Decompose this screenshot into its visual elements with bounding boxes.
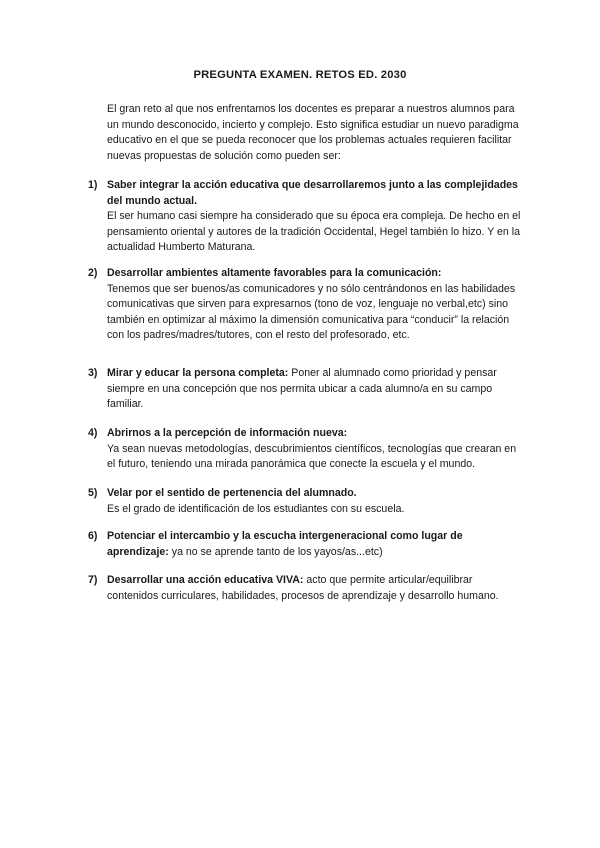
intro-paragraph: El gran reto al que nos enfrentamos los docentes es preparar a nuestros alumnos para un mundo desconocido, incierto y complejo. Esto significa estudiar un nuevo paradigma educativo en el que se pueda reconocer que los problemas actuales requieren facilitar nuevas propuestas de solución como pueden ser: [107, 103, 519, 162]
item-number: 1) [88, 179, 98, 191]
item-heading: Desarrollar una acción educativa VIVA: [107, 574, 304, 586]
item-text: acto que permite articular/equilibrar contenidos curriculares, habilidades, procesos de aprendizaje y desarrollo humano. [107, 574, 499, 602]
item-body [107, 426, 525, 473]
item-text: Es el grado de identificación de los estudiantes con su escuela. [107, 502, 405, 515]
item-heading: Velar por el sentido de pertenencia del alumnado. [107, 487, 357, 499]
item-heading: Desarrollar ambientes altamente favorables para la comunicación: [107, 267, 442, 279]
item-heading: Mirar y educar la persona completa: [107, 367, 289, 379]
item-number: 2) [88, 267, 98, 279]
item-text: Poner al alumnado como prioridad y pensar siempre en una concepción que nos permita ubicar a cada alumno/a en su campo familiar. [107, 367, 497, 411]
item-heading: Potenciar el intercambio y la escucha intergeneracional como lugar de aprendizaje: [107, 530, 463, 558]
item-body [107, 366, 525, 413]
item-body [107, 573, 525, 604]
item-body [107, 529, 525, 560]
item-body [107, 178, 525, 256]
item-heading: Abrirnos a la percepción de información nueva: [107, 427, 348, 439]
item-body [107, 266, 525, 344]
item-body [107, 486, 525, 517]
item-text: Ya sean nuevas metodologías, descubrimientos científicos, tecnologías que crearan en el futuro, teniendo una mirada panorámica que conecte la escuela y el mundo. [107, 442, 517, 471]
item-text: El ser humano casi siempre ha considerado que su época era compleja. De hecho en el pensamiento oriental y autores de la tradición Occidental, Hegel también lo hizo. Y en la actualidad Humberto Maturana. [107, 210, 521, 254]
item-number: 6) [88, 530, 98, 542]
item-number: 3) [88, 367, 98, 379]
item-heading: Saber integrar la acción educativa que desarrollaremos junto a las complejidades del mundo actual. [107, 179, 518, 207]
item-number: 7) [88, 574, 98, 586]
item-text: ya no se aprende tanto de los yayos/as...etc) [171, 545, 383, 558]
item-text: Tenemos que ser buenos/as comunicadores y no sólo centrándonos en las habilidades comunicativas que sirven para expresarnos (tono de voz, lenguaje no verbal,etc) sino también en optimizar al máximo la dimensión comunicativa para “conducir” la relación con los padres/madres/tutores, con el resto del profesorado, etc. [107, 282, 516, 342]
item-number: 5) [88, 487, 98, 499]
document-title: PREGUNTA EXAMEN. RETOS ED. 2030 [193, 69, 407, 81]
item-number: 4) [88, 427, 98, 439]
